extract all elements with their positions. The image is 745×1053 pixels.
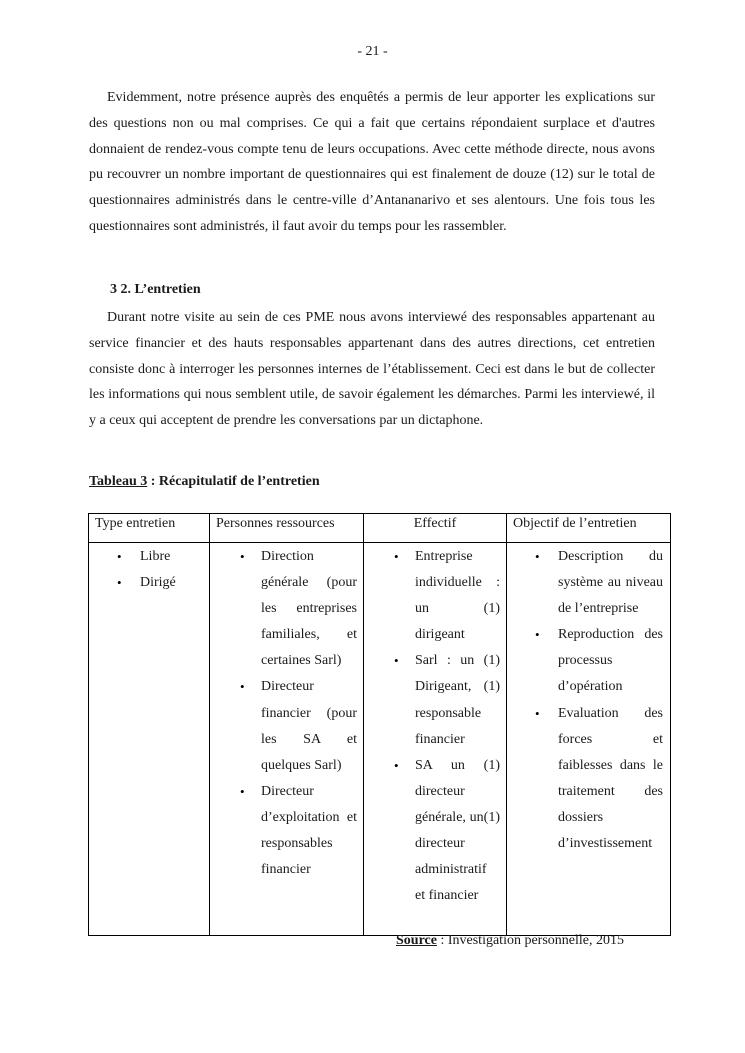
list-item: • Libre: [89, 544, 209, 570]
list-item: • Evaluation des forces et faiblesses dans le traitement des dossiers d’investissement: [507, 701, 670, 858]
paragraph-intro: Evidemment, notre présence auprès des enquêtés a permis de leur apporter les explications sur des questions non ou mal comprises. Ce qui a fait que certains répondaient surplace et d'autres donnaient de rendez-vous compte tenu de leurs occupations. Avec cette méthode directe, nous avons pu recouvrer un nombre important de questionnaires qui est finalement de douze (12) sur le total de questionnaires administrés dans le centre-ville d’Antananarivo et ses alentours. Une fois tous les questionnaires sont administrés, il faut avoir du temps pour les rassembler.: [89, 90, 655, 234]
list-item: • Directeur financier (pour les SA et quelques Sarl): [210, 674, 363, 778]
list-item: • Description du système au niveau de l’entreprise: [507, 544, 670, 622]
section-title: 3 2. L’entretien: [110, 282, 201, 297]
header-objectif: Objectif de l’entretien: [507, 514, 671, 543]
cell-effectif: [364, 543, 507, 936]
cell-type-entretien: [89, 543, 210, 936]
cell-personnes-ressources: [210, 543, 364, 936]
list-item: • Dirigé: [89, 570, 209, 596]
paragraph-entretien: Durant notre visite au sein de ces PME nous avons interviewé des responsables appartenant au service financier et des hauts responsables appartenant dans des autres directions, cet entretien consiste donc à interroger les personnes internes de l’établissement. Ceci est dans le but de collecter les informations qui nous semblent utile, de savoir également les démarches. Parmi les interviewé, il y a ceux qui acceptent de prendre les conversations par un dictaphone.: [89, 310, 655, 429]
header-personnes-ressources: Personnes ressources: [210, 514, 364, 543]
table-caption: [89, 474, 320, 490]
list-item: • SA un (1) directeur générale, un(1) directeur administratif et financier: [364, 753, 506, 910]
table-caption-title: : Récapitulatif de l’entretien: [147, 474, 320, 489]
list-item: • Entreprise individuelle : un (1) dirigeant: [364, 544, 506, 648]
list-item: • Reproduction des processus d’opération: [507, 622, 670, 700]
table-header-row: [89, 514, 671, 543]
table-caption-label: Tableau 3: [89, 474, 148, 489]
source-label: Source: [396, 933, 437, 948]
page-number: - 21 -: [357, 44, 388, 59]
table-source: [396, 933, 624, 949]
cell-objectif: [507, 543, 671, 936]
list-item: • Sarl : un (1) Dirigeant, (1) responsable financier: [364, 648, 506, 752]
recap-table: [88, 513, 671, 936]
header-type-entretien: Type entretien: [89, 514, 210, 543]
list-item: • Direction générale (pour les entreprises familiales, et certaines Sarl): [210, 544, 363, 674]
source-text: : Investigation personnelle, 2015: [436, 933, 624, 948]
table-row: [89, 543, 671, 936]
header-effectif: Effectif: [364, 514, 507, 543]
list-item: • Directeur d’exploitation et responsables financier: [210, 779, 363, 883]
